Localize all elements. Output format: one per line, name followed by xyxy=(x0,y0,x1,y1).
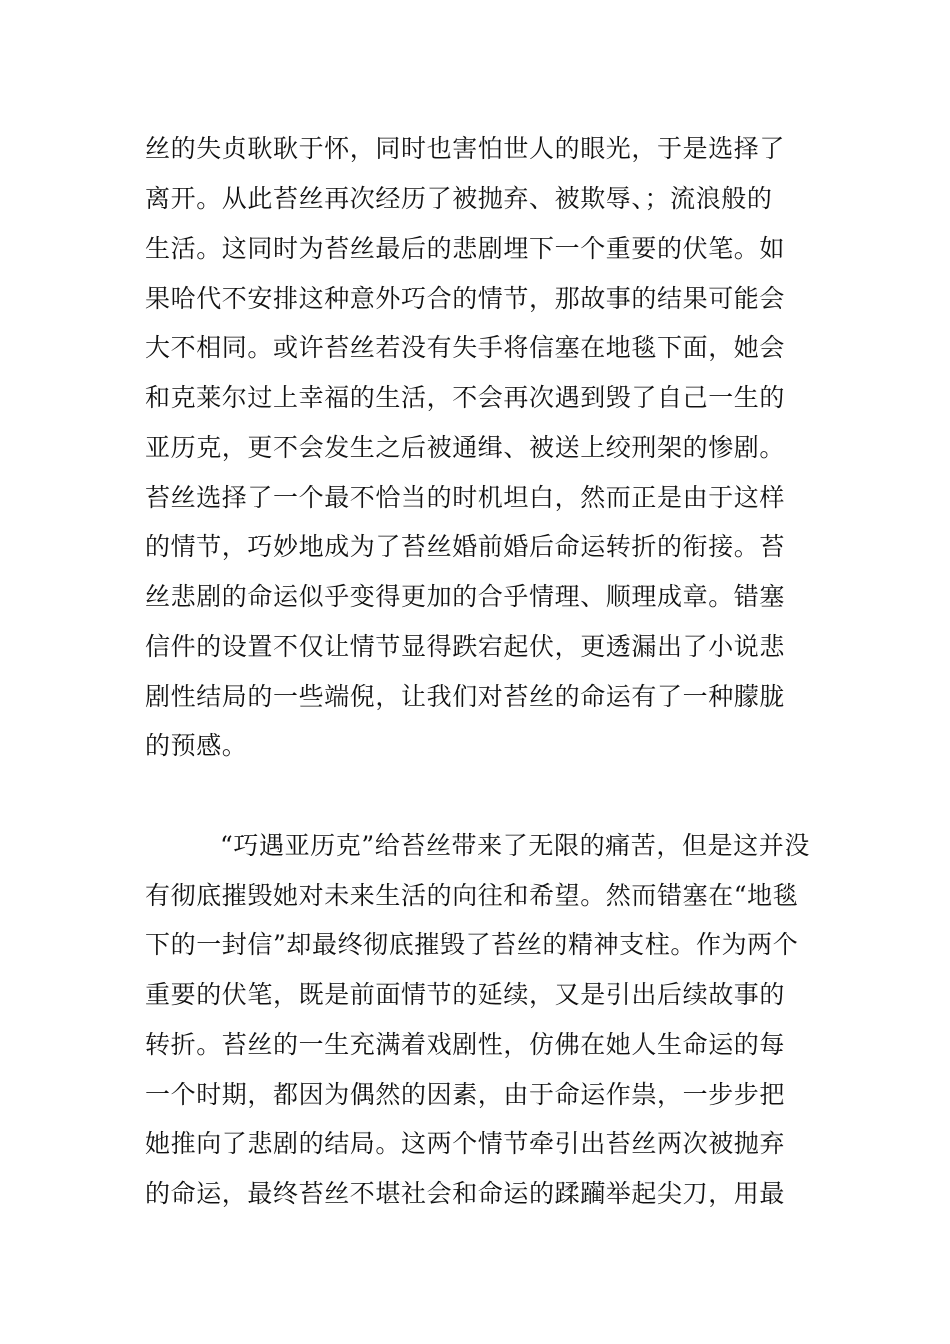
text-line: 果哈代不安排这种意外巧合的情节，那故事的结果可能会 xyxy=(145,284,786,313)
text-line: 丝悲剧的命运似乎变得更加的合乎情理、顺理成章。错塞 xyxy=(145,582,786,611)
text-line: 信件的设置不仅让情节显得跌宕起伏，更透漏出了小说悲 xyxy=(145,632,786,661)
text-line: 下的一封信”却最终彻底摧毁了苔丝的精神支柱。作为两个 xyxy=(145,930,799,959)
text-line: 转折。苔丝的一生充满着戏剧性，仿佛在她人生命运的每 xyxy=(145,1030,786,1059)
text-line: 的预感。 xyxy=(145,731,248,760)
text-line: 和克莱尔过上幸福的生活，不会再次遇到毁了自己一生的 xyxy=(145,383,786,412)
text-line: 亚历克，更不会发生之后被通缉、被送上绞刑架的惨剧。 xyxy=(145,433,786,462)
text-line: 有彻底摧毁她对未来生活的向往和希望。然而错塞在“地毯 xyxy=(145,881,799,910)
text-line: 重要的伏笔，既是前面情节的延续，又是引出后续故事的 xyxy=(145,980,786,1009)
text-line: 的命运，最终苔丝不堪社会和命运的蹂躏举起尖刀，用最 xyxy=(145,1179,786,1208)
text-line: 剧性结局的一些端倪，让我们对苔丝的命运有了一种朦胧 xyxy=(145,682,786,711)
text-line: 丝的失贞耿耿于怀，同时也害怕世人的眼光，于是选择了 xyxy=(145,134,786,163)
text-line: 苔丝选择了一个最不恰当的时机坦白，然而正是由于这样 xyxy=(145,483,786,512)
text-line: 她推向了悲剧的结局。这两个情节牵引出苔丝两次被抛弃 xyxy=(145,1129,786,1158)
text-line: 的情节，巧妙地成为了苔丝婚前婚后命运转折的衔接。苔 xyxy=(145,532,786,561)
text-line: 一个时期，都因为偶然的因素，由于命运作祟，一步步把 xyxy=(145,1080,786,1109)
text-line: “巧遇亚历克”给苔丝带来了无限的痛苦，但是这并没 xyxy=(220,831,810,860)
text-line: 生活。这同时为苔丝最后的悲剧埋下一个重要的伏笔。如 xyxy=(145,234,786,263)
text-line: 大不相同。或许苔丝若没有失手将信塞在地毯下面，她会 xyxy=(145,333,786,362)
text-line: 离开。从此苔丝再次经历了被抛弃、被欺辱、；流浪般的 xyxy=(145,184,773,213)
